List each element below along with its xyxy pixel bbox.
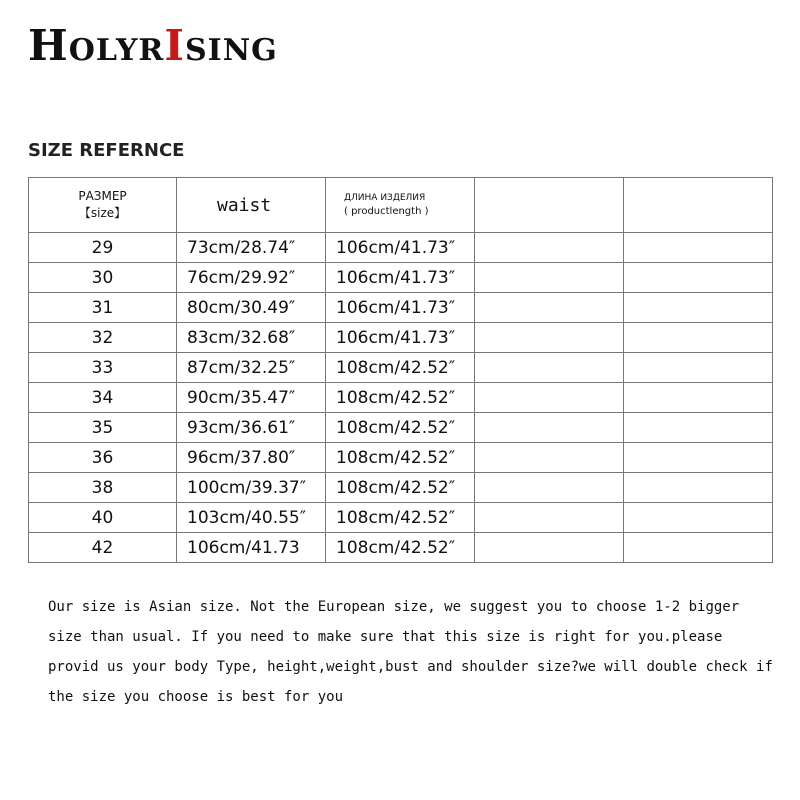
waist-cell: 87cm/32.25″ <box>177 353 326 383</box>
length-cell: 108cm/42.52″ <box>326 473 475 503</box>
waist-cell: 76cm/29.92″ <box>177 263 326 293</box>
waist-cell: 106cm/41.73 <box>177 533 326 563</box>
table-row <box>29 263 773 293</box>
size-cell: 38 <box>29 473 177 503</box>
size-cell: 32 <box>29 323 177 353</box>
empty-cell <box>475 353 624 383</box>
size-table <box>28 177 773 563</box>
empty-cell <box>624 323 773 353</box>
empty-cell <box>475 263 624 293</box>
waist-cell: 100cm/39.37″ <box>177 473 326 503</box>
brand-logo <box>28 21 278 71</box>
empty-cell <box>624 533 773 563</box>
empty-cell <box>475 233 624 263</box>
empty-cell <box>475 323 624 353</box>
table-row <box>29 413 773 443</box>
table-row <box>29 443 773 473</box>
table-row <box>29 383 773 413</box>
table-row <box>29 293 773 323</box>
header-length <box>326 178 475 233</box>
waist-cell: 80cm/30.49″ <box>177 293 326 323</box>
header-size-ru: РАЗМЕР <box>78 189 127 203</box>
header-empty-2 <box>624 178 773 233</box>
length-cell: 108cm/42.52″ <box>326 443 475 473</box>
empty-cell <box>624 503 773 533</box>
waist-cell: 103cm/40.55″ <box>177 503 326 533</box>
waist-cell: 73cm/28.74″ <box>177 233 326 263</box>
table-row <box>29 233 773 263</box>
header-length-ru: ДЛИНА ИЗДЕЛИЯ <box>344 193 426 203</box>
length-cell: 106cm/41.73″ <box>326 323 475 353</box>
empty-cell <box>624 413 773 443</box>
empty-cell <box>624 293 773 323</box>
brand-letter-h: H <box>28 21 69 70</box>
size-cell: 40 <box>29 503 177 533</box>
brand-text-olyr: OLYR <box>68 33 165 68</box>
table-row <box>29 353 773 383</box>
size-cell: 35 <box>29 413 177 443</box>
size-cell: 30 <box>29 263 177 293</box>
empty-cell <box>475 383 624 413</box>
empty-cell <box>624 443 773 473</box>
empty-cell <box>475 443 624 473</box>
table-row <box>29 533 773 563</box>
empty-cell <box>475 503 624 533</box>
length-cell: 106cm/41.73″ <box>326 263 475 293</box>
empty-cell <box>624 353 773 383</box>
section-title: SIZE REFERNCE <box>28 140 185 161</box>
brand-text-sing: SING <box>185 33 278 68</box>
size-cell: 33 <box>29 353 177 383</box>
size-cell: 29 <box>29 233 177 263</box>
waist-cell: 96cm/37.80″ <box>177 443 326 473</box>
header-length-en: ( productlength ) <box>344 206 429 217</box>
empty-cell <box>624 233 773 263</box>
length-cell: 108cm/42.52″ <box>326 353 475 383</box>
empty-cell <box>624 263 773 293</box>
empty-cell <box>475 473 624 503</box>
length-cell: 108cm/42.52″ <box>326 533 475 563</box>
empty-cell <box>475 293 624 323</box>
size-cell: 36 <box>29 443 177 473</box>
empty-cell <box>475 533 624 563</box>
brand-letter-i: I <box>164 21 185 70</box>
length-cell: 108cm/42.52″ <box>326 503 475 533</box>
empty-cell <box>624 473 773 503</box>
empty-cell <box>475 413 624 443</box>
header-waist: waist <box>177 178 326 233</box>
size-note: Our size is Asian size. Not the European size, we suggest you to choose 1-2 bigger size than usual. If you need to make sure that this size is right for you.please provid us your body Type, height,weight,bust and shoulder size?we will double check if the size you choose is best for you <box>48 599 773 705</box>
table-row <box>29 323 773 353</box>
size-cell: 34 <box>29 383 177 413</box>
table-row <box>29 503 773 533</box>
waist-cell: 93cm/36.61″ <box>177 413 326 443</box>
length-cell: 106cm/41.73″ <box>326 293 475 323</box>
waist-cell: 83cm/32.68″ <box>177 323 326 353</box>
size-cell: 31 <box>29 293 177 323</box>
table-row <box>29 473 773 503</box>
empty-cell <box>624 383 773 413</box>
header-size-en: 【size】 <box>78 206 127 220</box>
header-size <box>29 178 177 233</box>
length-cell: 108cm/42.52″ <box>326 413 475 443</box>
length-cell: 106cm/41.73″ <box>326 233 475 263</box>
waist-cell: 90cm/35.47″ <box>177 383 326 413</box>
header-empty-1 <box>475 178 624 233</box>
table-header-row <box>29 178 773 233</box>
length-cell: 108cm/42.52″ <box>326 383 475 413</box>
size-cell: 42 <box>29 533 177 563</box>
